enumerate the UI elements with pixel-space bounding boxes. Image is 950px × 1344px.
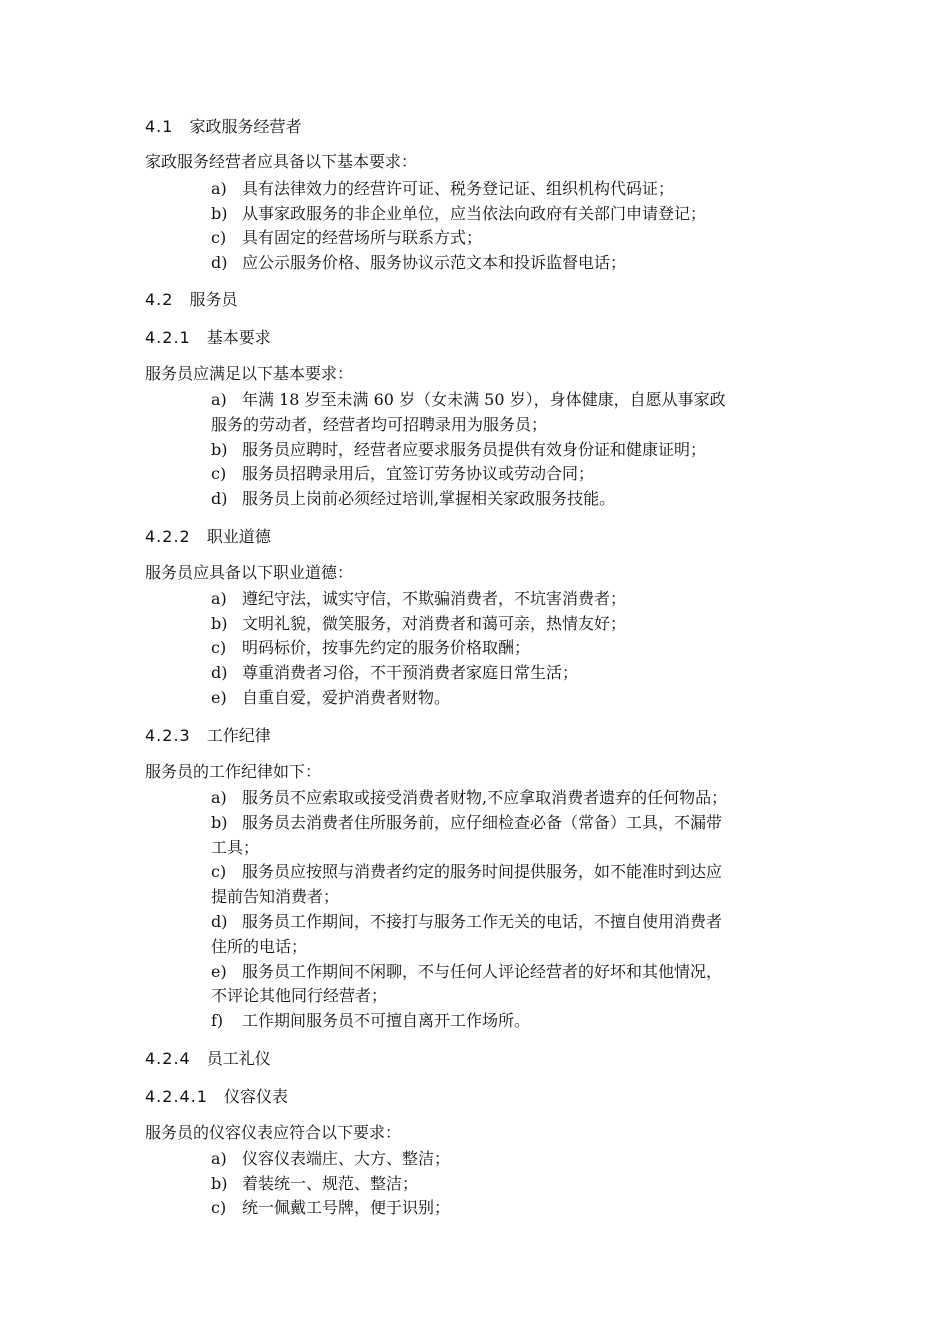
list-item xyxy=(211,202,706,226)
section-intro: 服务员的工作纪律如下： xyxy=(145,762,322,781)
section-title: 职业道德 xyxy=(206,527,271,546)
list-item-text: 遵纪守法，诚实守信，不欺骗消费者，不坑害消费者； xyxy=(242,589,627,608)
section-intro: 服务员应满足以下基本要求： xyxy=(145,364,354,383)
list-item-text: 工作期间服务员不可擅自离开工作场所。 xyxy=(242,1011,531,1030)
section-intro: 服务员应具备以下职业道德： xyxy=(145,563,354,582)
list-marker: a) xyxy=(211,788,227,807)
list-marker: a) xyxy=(211,179,227,198)
list-item-text: 年满 18 岁至未满 60 岁（女未满 50 岁），身体健康，自愿从事家政 xyxy=(242,390,726,409)
list-item-text: 明码标价，按事先约定的服务价格取酬； xyxy=(242,638,531,657)
list-item-text: 应公示服务价格、服务协议示范文本和投诉监督电话； xyxy=(242,253,627,272)
list-item xyxy=(211,860,722,884)
list-marker: c) xyxy=(211,638,227,657)
section-title: 基本要求 xyxy=(206,328,271,347)
list-marker: c) xyxy=(211,464,227,483)
list-item-text: 文明礼貌，微笑服务，对消费者和蔼可亲，热情友好； xyxy=(242,614,627,633)
list-marker: d) xyxy=(211,489,228,508)
list-item-text: 服务员招聘录用后，宜签订劳务协议或劳动合同； xyxy=(242,464,595,483)
list-marker: b) xyxy=(211,204,228,223)
list-item-text: 从事家政服务的非企业单位，应当依法向政府有关部门申请登记； xyxy=(242,204,707,223)
list-item-text: 服务员上岗前必须经过培训,掌握相关家政服务技能。 xyxy=(242,489,616,508)
list-item-continuation: 不评论其他同行经营者； xyxy=(211,986,388,1005)
section-number: 4.2 xyxy=(145,290,174,309)
list-item-text: 服务员工作期间，不接打与服务工作无关的电话，不擅自使用消费者 xyxy=(242,912,723,931)
section-heading-4-2-4 xyxy=(145,1046,271,1072)
list-item xyxy=(211,438,706,462)
section-number: 4.2.2 xyxy=(145,527,191,546)
list-item xyxy=(211,786,727,810)
list-item-continuation: 服务的劳动者，经营者均可招聘录用为服务员； xyxy=(211,415,548,434)
list-item-text: 着装统一、规范、整洁； xyxy=(242,1174,419,1193)
section-heading-4-2-1 xyxy=(145,325,271,351)
list-item-continuation: 工具； xyxy=(211,838,260,857)
section-number: 4.2.1 xyxy=(145,328,191,347)
list-item xyxy=(211,1147,450,1171)
list-item-continuation: 提前告知消费者； xyxy=(211,887,340,906)
list-marker: c) xyxy=(211,228,227,247)
list-marker: d) xyxy=(211,253,228,272)
list-item-text: 具有固定的经营场所与联系方式； xyxy=(242,228,483,247)
list-item xyxy=(211,910,722,934)
list-item xyxy=(211,226,482,250)
list-item xyxy=(211,487,615,511)
section-heading-4-2-2 xyxy=(145,524,271,550)
list-item xyxy=(211,462,594,486)
list-marker: d) xyxy=(211,663,228,682)
list-item-text: 服务员工作期间不闲聊，不与任何人评论经营者的好坏和其他情况， xyxy=(242,962,723,981)
list-item xyxy=(211,686,450,710)
section-title: 仪容仪表 xyxy=(223,1087,288,1106)
list-marker: b) xyxy=(211,614,228,633)
list-marker: c) xyxy=(211,1198,227,1217)
section-heading-4-2-3 xyxy=(145,723,271,749)
list-marker: a) xyxy=(211,1149,227,1168)
list-item-text: 服务员应聘时，经营者应要求服务员提供有效身份证和健康证明； xyxy=(242,440,707,459)
section-number: 4.1 xyxy=(145,117,174,136)
section-intro: 服务员的仪容仪表应符合以下要求： xyxy=(145,1123,402,1142)
section-number: 4.2.3 xyxy=(145,726,191,745)
section-title: 员工礼仪 xyxy=(206,1049,271,1068)
list-item-text: 仪容仪表端庄、大方、整洁； xyxy=(242,1149,451,1168)
section-number: 4.2.4 xyxy=(145,1049,191,1068)
list-item xyxy=(211,612,626,636)
list-item xyxy=(211,587,626,611)
section-title: 工作纪律 xyxy=(206,726,271,745)
section-intro: 家政服务经营者应具备以下基本要求： xyxy=(145,152,418,171)
list-item xyxy=(211,1196,450,1220)
list-marker: b) xyxy=(211,1174,228,1193)
list-marker: e) xyxy=(211,688,227,707)
list-item-text: 具有法律效力的经营许可证、税务登记证、组织机构代码证； xyxy=(242,179,675,198)
list-item-text: 尊重消费者习俗，不干预消费者家庭日常生活； xyxy=(242,663,579,682)
list-item-text: 服务员不应索取或接受消费者财物,不应拿取消费者遗弃的任何物品； xyxy=(242,788,728,807)
list-item-continuation: 住所的电话； xyxy=(211,937,308,956)
list-marker: e) xyxy=(211,962,227,981)
list-item xyxy=(211,251,626,275)
list-marker: f) xyxy=(211,1011,224,1030)
list-marker: a) xyxy=(211,390,227,409)
list-item xyxy=(211,388,726,412)
list-item-text: 服务员去消费者住所服务前，应仔细检查必备（常备）工具，不漏带 xyxy=(242,813,723,832)
list-marker: b) xyxy=(211,813,228,832)
list-marker: c) xyxy=(211,862,227,881)
list-item xyxy=(211,1172,418,1196)
section-heading-4-2-4-1 xyxy=(145,1084,288,1110)
list-item xyxy=(211,177,674,201)
section-title: 服务员 xyxy=(189,290,238,309)
section-heading-4-1 xyxy=(145,114,301,140)
list-item-text: 服务员应按照与消费者约定的服务时间提供服务，如不能准时到达应 xyxy=(242,862,723,881)
list-item xyxy=(211,811,722,835)
list-item xyxy=(211,636,530,660)
list-marker: d) xyxy=(211,912,228,931)
list-item xyxy=(211,661,578,685)
section-title: 家政服务经营者 xyxy=(189,117,302,136)
list-item xyxy=(211,960,722,984)
list-marker: a) xyxy=(211,589,227,608)
list-item-text: 统一佩戴工号牌，便于识别； xyxy=(242,1198,451,1217)
section-heading-4-2 xyxy=(145,287,237,313)
list-item xyxy=(211,1009,530,1033)
section-number: 4.2.4.1 xyxy=(145,1087,208,1106)
list-marker: b) xyxy=(211,440,228,459)
list-item-text: 自重自爱，爱护消费者财物。 xyxy=(242,688,451,707)
